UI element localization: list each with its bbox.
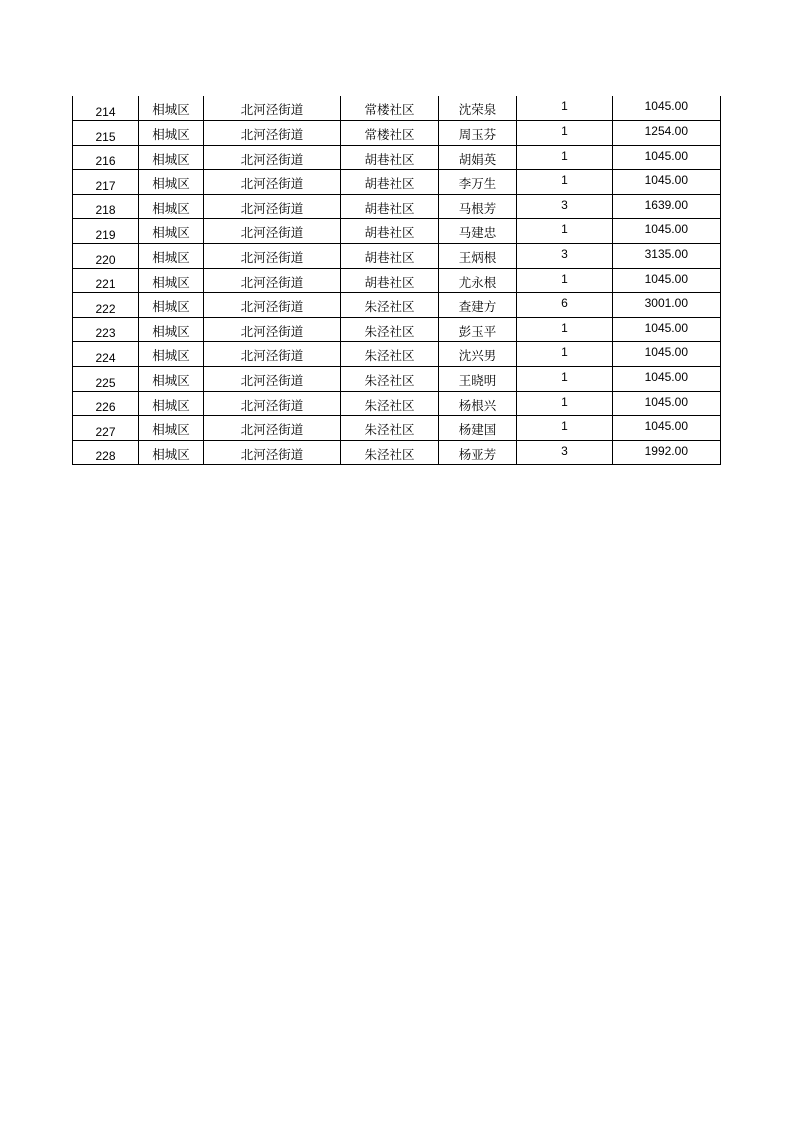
- street-cell: 北河泾街道: [204, 440, 341, 465]
- count-cell: 1: [517, 367, 613, 392]
- table-row: [73, 194, 721, 219]
- row-number-cell: 217: [73, 170, 139, 195]
- district-cell: 相城区: [139, 317, 204, 342]
- street-cell: 北河泾街道: [204, 244, 341, 269]
- amount-cell: 1639.00: [613, 194, 721, 219]
- street-cell: 北河泾街道: [204, 194, 341, 219]
- row-number-cell: 222: [73, 293, 139, 318]
- amount-cell: 1045.00: [613, 268, 721, 293]
- table-body: [73, 96, 721, 465]
- amount-cell: 1045.00: [613, 317, 721, 342]
- amount-cell: 1045.00: [613, 219, 721, 244]
- street-cell: 北河泾街道: [204, 219, 341, 244]
- community-cell: 朱泾社区: [341, 317, 439, 342]
- count-cell: 1: [517, 391, 613, 416]
- community-cell: 胡巷社区: [341, 268, 439, 293]
- row-number-cell: 228: [73, 440, 139, 465]
- table-row: [73, 170, 721, 195]
- district-cell: 相城区: [139, 170, 204, 195]
- row-number-cell: 225: [73, 367, 139, 392]
- row-number-cell: 226: [73, 391, 139, 416]
- district-cell: 相城区: [139, 416, 204, 441]
- street-cell: 北河泾街道: [204, 317, 341, 342]
- table-row: [73, 293, 721, 318]
- row-number-cell: 223: [73, 317, 139, 342]
- street-cell: 北河泾街道: [204, 145, 341, 170]
- name-cell: 马根芳: [439, 194, 517, 219]
- district-cell: 相城区: [139, 268, 204, 293]
- district-cell: 相城区: [139, 96, 204, 121]
- row-number-cell: 224: [73, 342, 139, 367]
- community-cell: 朱泾社区: [341, 440, 439, 465]
- row-number-cell: 215: [73, 121, 139, 146]
- table-row: [73, 219, 721, 244]
- amount-cell: 3135.00: [613, 244, 721, 269]
- name-cell: 沈兴男: [439, 342, 517, 367]
- district-cell: 相城区: [139, 342, 204, 367]
- community-cell: 朱泾社区: [341, 367, 439, 392]
- district-cell: 相城区: [139, 194, 204, 219]
- amount-cell: 1045.00: [613, 391, 721, 416]
- name-cell: 胡娟英: [439, 145, 517, 170]
- name-cell: 周玉芬: [439, 121, 517, 146]
- amount-cell: 1992.00: [613, 440, 721, 465]
- table-row: [73, 244, 721, 269]
- community-cell: 胡巷社区: [341, 170, 439, 195]
- name-cell: 杨建国: [439, 416, 517, 441]
- district-cell: 相城区: [139, 121, 204, 146]
- name-cell: 马建忠: [439, 219, 517, 244]
- count-cell: 3: [517, 244, 613, 269]
- street-cell: 北河泾街道: [204, 121, 341, 146]
- district-cell: 相城区: [139, 391, 204, 416]
- table-row: [73, 145, 721, 170]
- district-cell: 相城区: [139, 293, 204, 318]
- community-cell: 胡巷社区: [341, 219, 439, 244]
- community-cell: 胡巷社区: [341, 145, 439, 170]
- community-cell: 胡巷社区: [341, 244, 439, 269]
- amount-cell: 1045.00: [613, 416, 721, 441]
- table-row: [73, 317, 721, 342]
- name-cell: 彭玉平: [439, 317, 517, 342]
- community-cell: 胡巷社区: [341, 194, 439, 219]
- table-row: [73, 268, 721, 293]
- name-cell: 李万生: [439, 170, 517, 195]
- street-cell: 北河泾街道: [204, 342, 341, 367]
- table-row: [73, 121, 721, 146]
- street-cell: 北河泾街道: [204, 416, 341, 441]
- count-cell: 1: [517, 416, 613, 441]
- table-row: [73, 342, 721, 367]
- name-cell: 杨根兴: [439, 391, 517, 416]
- street-cell: 北河泾街道: [204, 96, 341, 121]
- name-cell: 王晓明: [439, 367, 517, 392]
- name-cell: 杨亚芳: [439, 440, 517, 465]
- count-cell: 1: [517, 96, 613, 121]
- amount-cell: 1045.00: [613, 342, 721, 367]
- amount-cell: 3001.00: [613, 293, 721, 318]
- street-cell: 北河泾街道: [204, 293, 341, 318]
- name-cell: 沈荣泉: [439, 96, 517, 121]
- street-cell: 北河泾街道: [204, 170, 341, 195]
- amount-cell: 1045.00: [613, 170, 721, 195]
- count-cell: 1: [517, 342, 613, 367]
- district-cell: 相城区: [139, 367, 204, 392]
- community-cell: 朱泾社区: [341, 342, 439, 367]
- count-cell: 6: [517, 293, 613, 318]
- table-row: [73, 416, 721, 441]
- name-cell: 王炳根: [439, 244, 517, 269]
- amount-cell: 1045.00: [613, 367, 721, 392]
- street-cell: 北河泾街道: [204, 268, 341, 293]
- row-number-cell: 220: [73, 244, 139, 269]
- row-number-cell: 218: [73, 194, 139, 219]
- community-cell: 朱泾社区: [341, 416, 439, 441]
- row-number-cell: 219: [73, 219, 139, 244]
- table-row: [73, 391, 721, 416]
- row-number-cell: 221: [73, 268, 139, 293]
- district-cell: 相城区: [139, 440, 204, 465]
- table-row: [73, 367, 721, 392]
- table-row: [73, 96, 721, 121]
- district-cell: 相城区: [139, 219, 204, 244]
- street-cell: 北河泾街道: [204, 367, 341, 392]
- district-cell: 相城区: [139, 244, 204, 269]
- street-cell: 北河泾街道: [204, 391, 341, 416]
- table-row: [73, 440, 721, 465]
- count-cell: 1: [517, 219, 613, 244]
- count-cell: 1: [517, 317, 613, 342]
- community-cell: 朱泾社区: [341, 293, 439, 318]
- name-cell: 尤永根: [439, 268, 517, 293]
- row-number-cell: 216: [73, 145, 139, 170]
- count-cell: 3: [517, 194, 613, 219]
- row-number-cell: 227: [73, 416, 139, 441]
- community-cell: 常楼社区: [341, 96, 439, 121]
- district-cell: 相城区: [139, 145, 204, 170]
- count-cell: 3: [517, 440, 613, 465]
- name-cell: 查建方: [439, 293, 517, 318]
- count-cell: 1: [517, 268, 613, 293]
- amount-cell: 1045.00: [613, 96, 721, 121]
- community-cell: 常楼社区: [341, 121, 439, 146]
- amount-cell: 1045.00: [613, 145, 721, 170]
- data-table: [72, 96, 721, 465]
- amount-cell: 1254.00: [613, 121, 721, 146]
- community-cell: 朱泾社区: [341, 391, 439, 416]
- count-cell: 1: [517, 145, 613, 170]
- count-cell: 1: [517, 121, 613, 146]
- row-number-cell: 214: [73, 96, 139, 121]
- count-cell: 1: [517, 170, 613, 195]
